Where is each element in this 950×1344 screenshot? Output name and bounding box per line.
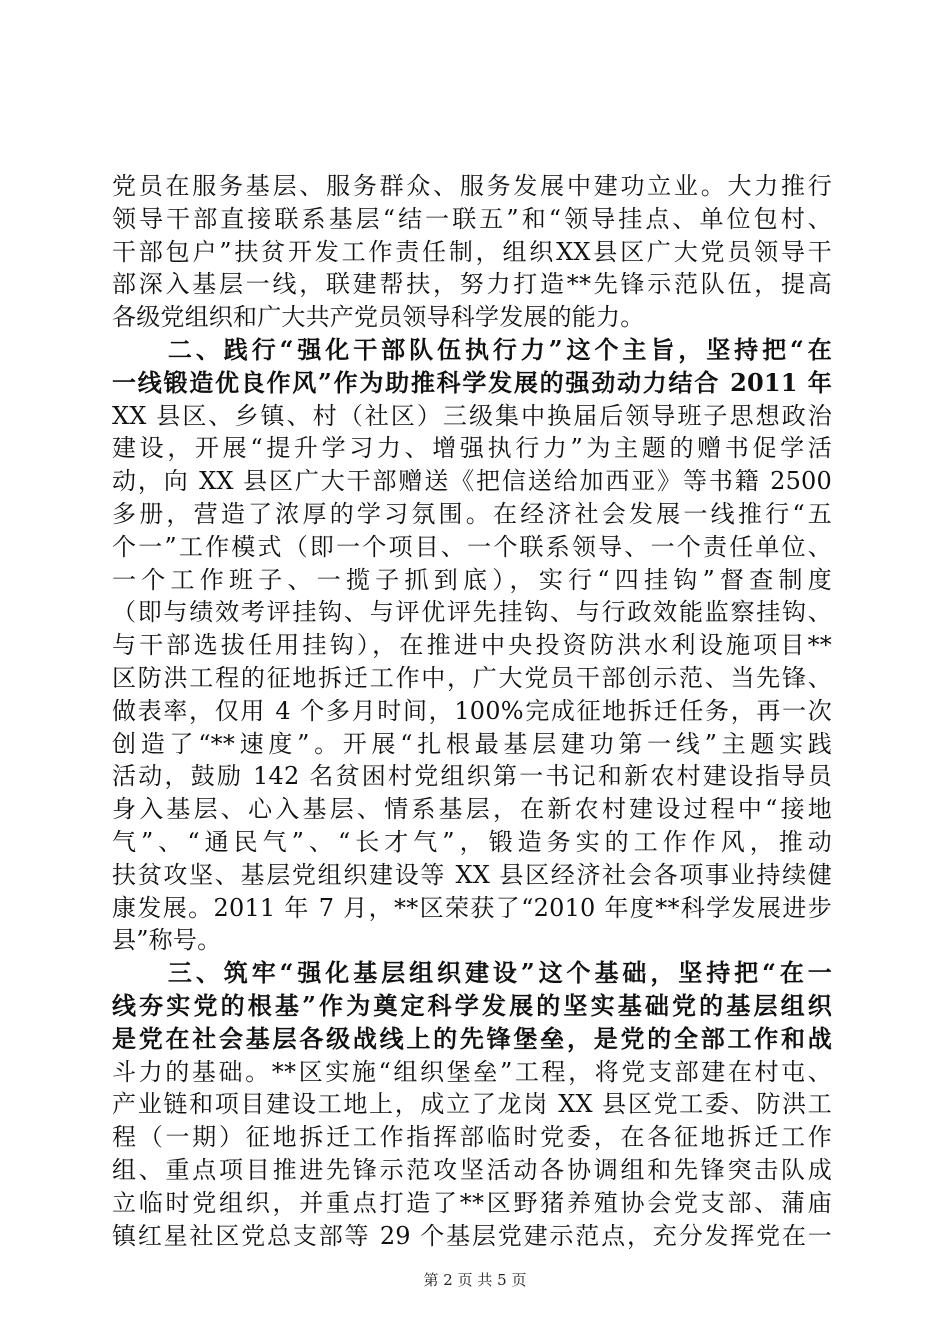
text-line: 党员在服务基层、服务群众、服务发展中建功立业。大力推行 xyxy=(112,172,832,200)
text-line: 领导干部直接联系基层“结一联五”和“领导挂点、单位包村、 xyxy=(112,204,832,233)
text-line: 建设，开展“提升学习力、增强执行力”为主题的赠书促学活 xyxy=(112,434,832,463)
text-line: 活动，鼓励 142 名贫困村党组织第一书记和新农村建设指导员 xyxy=(112,762,832,791)
text-line: 个一”工作模式（即一个项目、一个联系领导、一个责任单位、 xyxy=(112,532,832,561)
section-heading-line: 一线锻造优良作风”作为助推科学发展的强劲动力结合 2011 年 xyxy=(112,367,832,397)
text-line: 立临时党组织，并重点打造了**区野猪养殖协会党支部、蒲庙 xyxy=(112,1188,832,1217)
text-line: （即与绩效考评挂钩、与评优评先挂钩、与行政效能监察挂钩、 xyxy=(112,598,832,627)
text-line: 身入基层、心入基层、情系基层，在新农村建设过程中“接地 xyxy=(112,795,832,824)
text-line: 程（一期）征地拆迁工作指挥部临时党委，在各征地拆迁工作 xyxy=(112,1123,832,1152)
text-line: 组、重点项目推进先锋示范攻坚活动各协调组和先锋突击队成 xyxy=(112,1155,832,1184)
text-line: 干部包户”扶贫开发工作责任制，组织XX县区广大党员领导干 xyxy=(112,237,832,266)
text-line: 康发展。2011 年 7 月，**区荣获了“2010 年度**科学发展进步 xyxy=(112,893,832,922)
text-line: 多册，营造了浓厚的学习氛围。在经济社会发展一线推行“五 xyxy=(112,499,832,528)
text-line: 斗力的基础。**区实施“组织堡垒”工程，将党支部建在村屯、 xyxy=(112,1057,832,1086)
text-line: 动，向 XX 县区广大干部赠送《把信送给加西亚》等书籍 2500 xyxy=(112,467,832,496)
section-heading-line: 二、践行“强化干部队伍执行力”这个主旨，坚持把“在 xyxy=(112,334,832,364)
text-line: 扶贫攻坚、基层党组织建设等 XX 县区经济社会各项事业持续健 xyxy=(112,860,832,889)
body-text xyxy=(112,170,832,1252)
text-line: 产业链和项目建设工地上，成立了龙岗 XX 县区党工委、防洪工 xyxy=(112,1090,832,1119)
section-heading-line: 是党在社会基层各级战线上的先锋堡垒，是党的全部工作和战 xyxy=(112,1023,832,1053)
text-line: 镇红星社区党总支部等 29 个基层党建示范点，充分发挥党在一 xyxy=(112,1221,832,1250)
text-line: 创造了“**速度”。开展“扎根最基层建功第一线”主题实践 xyxy=(112,729,832,758)
text-line: 部深入基层一线，联建帮扶，努力打造**先锋示范队伍，提高 xyxy=(112,270,832,299)
text-line: 区防洪工程的征地拆迁工作中，广大党员干部创示范、当先锋、 xyxy=(112,663,832,692)
text-line: 各级党组织和广大共产党员领导科学发展的能力。 xyxy=(112,303,645,332)
text-line: 气”、“通民气”、“长才气”，锻造务实的工作作风，推动 xyxy=(112,827,832,856)
text-line: XX 县区、乡镇、村（社区）三级集中换届后领导班子思想政治 xyxy=(112,401,832,430)
text-line: 县”称号。 xyxy=(112,926,222,955)
section-heading-line: 三、筑牢“强化基层组织建设”这个基础，坚持把“在一 xyxy=(112,958,832,988)
text-line: 一个工作班子、一揽子抓到底），实行“四挂钩”督查制度 xyxy=(112,565,832,594)
text-line: 做表率，仅用 4 个多月时间，100%完成征地拆迁任务，再一次 xyxy=(112,696,832,725)
page-footer: 第 2 页 共 5 页 xyxy=(423,1271,527,1289)
text-line: 与干部选拔任用挂钩），在推进中央投资防洪水利设施项目** xyxy=(112,631,832,660)
section-heading-line: 线夯实党的根基”作为奠定科学发展的坚实基础党的基层组织 xyxy=(112,990,832,1020)
